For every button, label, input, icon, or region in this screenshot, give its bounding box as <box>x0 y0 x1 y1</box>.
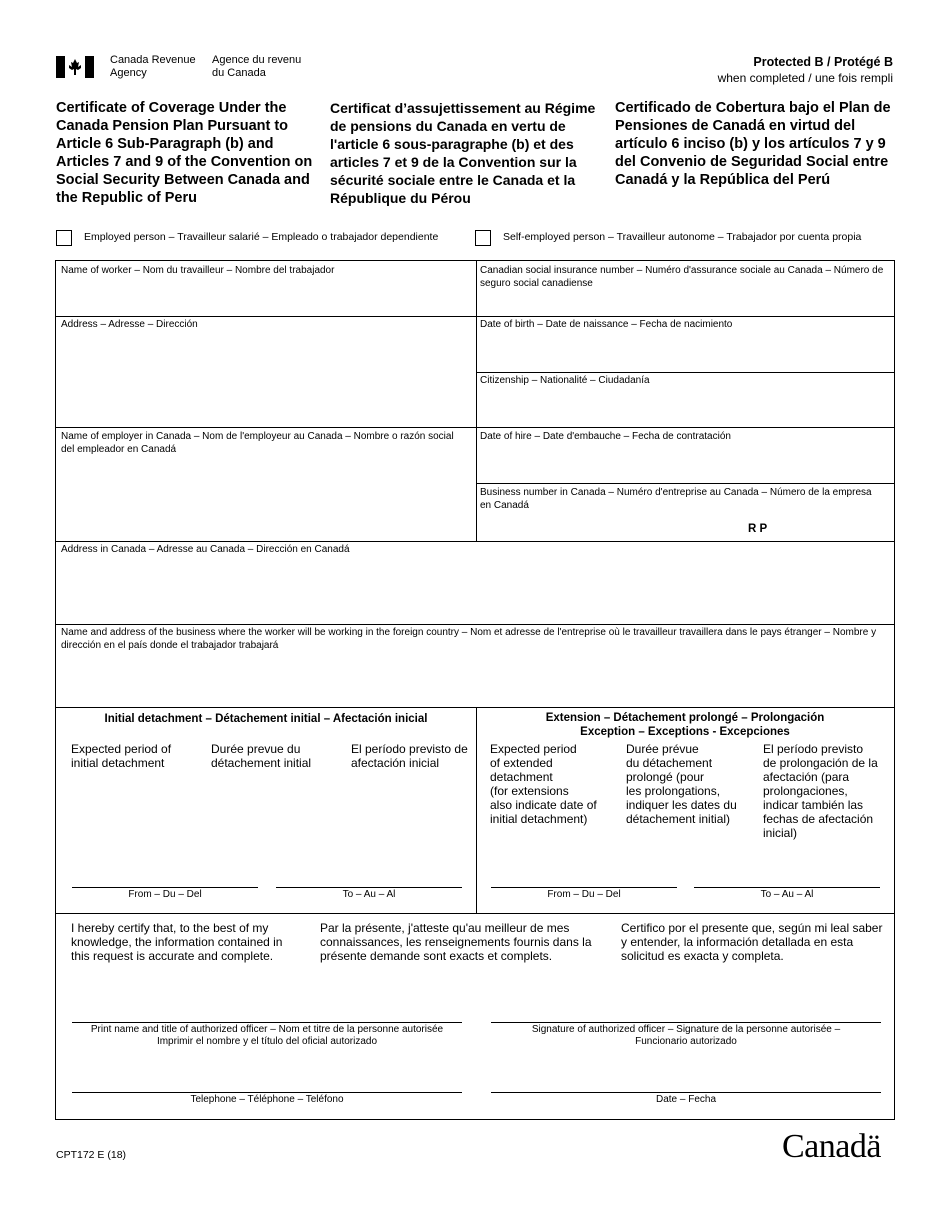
extension-period-en: Expected period of extended detachment (for extensions also indicate date of initial detachment) <box>490 742 597 826</box>
protected-notice <box>718 54 893 86</box>
signature-label: Signature of authorized officer – Signature de la personne autorisée – Funcionario autorizado <box>531 1024 841 1047</box>
initial-period-es: El período previsto de afectación inicial <box>351 742 468 770</box>
extension-from-label: From – Du – Del <box>547 889 621 900</box>
initial-detachment-header: Initial detachment – Détachement initial – Afectación inicial <box>104 713 428 725</box>
hire-date-field[interactable]: Date of hire – Date d'embauche – Fecha de contratación <box>480 431 731 442</box>
protected-label: Protected B / Protégé B <box>753 55 893 69</box>
signature-line[interactable] <box>491 1022 881 1023</box>
print-name-label: Print name and title of authorized officer – Nom et titre de la personne autorisée Imprimir el nombre y el título del oficial autorizado <box>90 1024 444 1047</box>
form-number: CPT172 E (18) <box>56 1149 127 1161</box>
initial-to-line[interactable] <box>276 887 462 888</box>
agency-name-en: Canada Revenue Agency <box>110 54 196 79</box>
agency-name-fr: Agence du revenu du Canada <box>212 54 302 79</box>
extension-period-fr: Durée prévue du détachement prolongé (pour les prolongations, indiquer les dates du détachement initial) <box>626 742 737 826</box>
initial-to-label: To – Au – Al <box>342 889 396 900</box>
initial-from-label: From – Du – Del <box>128 889 202 900</box>
extension-to-line[interactable] <box>694 887 880 888</box>
extension-to-label: To – Au – Al <box>760 889 814 900</box>
form-grid <box>55 260 895 1120</box>
telephone-label: Telephone – Téléphone – Teléfono <box>190 1094 344 1105</box>
certify-fr: Par la présente, j'atteste qu'au meilleur de mes connaissances, les renseignements fournis dans la présente demande sont exacts et complets. <box>320 921 592 963</box>
certify-es: Certifico por el presente que, según mi leal saber y entender, la información detallada en esta solicitud es exacta y completa. <box>621 921 883 963</box>
initial-period-fr: Durée prevue du détachement initial <box>211 742 312 770</box>
initial-period-en: Expected period of initial detachment <box>71 742 172 770</box>
business-number-field[interactable]: Business number in Canada – Numéro d'entreprise au Canada – Número de la empresa en Canadá <box>480 487 872 511</box>
date-label: Date – Fecha <box>655 1094 717 1105</box>
print-name-line[interactable] <box>72 1022 462 1023</box>
foreign-business-field[interactable]: Name and address of the business where the worker will be working in the foreign country – Nom et adresse de l'entreprise où le travailleur travaillera dans le pays étranger – Nombre y dirección en el país donde el trabajador trabajará <box>61 627 877 651</box>
self-employed-label: Self-employed person – Travailleur autonome – Trabajador por cuenta propia <box>503 231 862 243</box>
extension-header-line2: Exception – Exceptions - Excepciones <box>580 726 790 738</box>
employed-label: Employed person – Travailleur salarié – Empleado o trabajador dependiente <box>84 231 439 243</box>
extension-header-line1: Extension – Détachement prolongé – Prolongación <box>545 712 825 724</box>
extension-period-es: El período previsto de prolongación de la afectación (para prolongaciones, indicar también las fechas de afectación inicial) <box>763 742 878 840</box>
canada-wordmark: Canadä <box>782 1128 881 1165</box>
employed-checkbox[interactable] <box>56 230 72 246</box>
citizenship-field[interactable]: Citizenship – Nationalité – Ciudadanía <box>480 375 650 386</box>
sin-field[interactable]: Canadian social insurance number – Numéro d'assurance sociale au Canada – Número de seguro social canadiense <box>480 265 884 289</box>
dob-field[interactable]: Date of birth – Date de naissance – Fecha de nacimiento <box>480 319 733 330</box>
address-canada-field[interactable]: Address in Canada – Adresse au Canada – Dirección en Canadá <box>61 544 350 555</box>
initial-from-line[interactable] <box>72 887 258 888</box>
address-field[interactable]: Address – Adresse – Dirección <box>61 319 198 330</box>
certify-en: I hereby certify that, to the best of my knowledge, the information contained in this request is accurate and complete. <box>71 921 283 963</box>
canada-flag-icon <box>56 56 94 78</box>
title-fr: Certificat d’assujettissement au Régime de pensions du Canada en vertu de l'article 6 sous-paragraphe (b) et des articles 7 et 9 de la Convention sur la sécurité sociale entre le Canada et la République du Pérou <box>330 100 596 206</box>
telephone-line[interactable] <box>72 1092 462 1093</box>
extension-header <box>476 711 894 739</box>
extension-from-line[interactable] <box>491 887 677 888</box>
title-en: Certificate of Coverage Under the Canada Pension Plan Pursuant to Article 6 Sub-Paragraph (b) and Articles 7 and 9 of the Convention on Social Security Between Canada and the Republic of Peru <box>56 100 313 206</box>
protected-sub: when completed / une fois rempli <box>717 71 893 85</box>
title-es: Certificado de Cobertura bajo el Plan de Pensiones de Canadá en virtud del artículo 6 inciso (b) y los artículos 7 y 9 del Convenio de Seguridad Social entre Canadá y la República del Perú <box>615 100 891 188</box>
self-employed-checkbox[interactable] <box>475 230 491 246</box>
date-line[interactable] <box>491 1092 881 1093</box>
employer-field[interactable]: Name of employer in Canada – Nom de l'employeur au Canada – Nombre o razón social del empleador en Canadá <box>61 431 454 455</box>
worker-name-field[interactable]: Name of worker – Nom du travailleur – Nombre del trabajador <box>61 265 335 276</box>
rp-label: R P <box>748 523 768 535</box>
